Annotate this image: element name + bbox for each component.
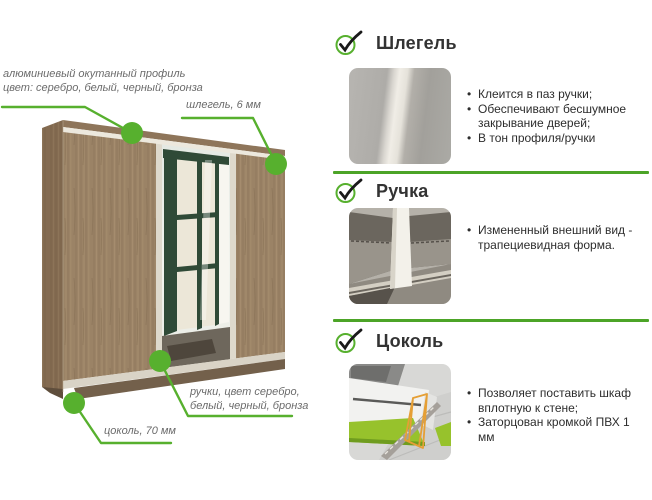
bullet-item: • Обеспечивают бесшумное закрывание дверей;: [466, 102, 644, 131]
callout-dot-handles: [149, 350, 171, 372]
wardrobe-side-panel: [42, 120, 63, 392]
bullet-item: • Клеится в паз ручки;: [466, 87, 644, 102]
section-schlegel-body: [333, 68, 651, 164]
plinth-bullets: [466, 364, 644, 444]
schlegel-photo: [349, 68, 451, 164]
annotation-profile: [3, 67, 203, 95]
section-schlegel-header: [333, 30, 651, 56]
callout-dot-plinth: [63, 392, 85, 414]
annotation-handles: [190, 385, 308, 413]
section-divider: [333, 171, 649, 174]
annotation-profile-line1: алюминиевый окутанный профиль: [3, 68, 186, 80]
section-plinth-header: [333, 328, 651, 354]
callout-dot-schlegel: [265, 153, 287, 175]
annotation-handles-line1: ручки, цвет серебро,: [190, 386, 300, 398]
annotation-handles-line2: белый, черный, бронза: [190, 400, 309, 412]
annotation-profile-line2: цвет: серебро, белый, черный, бронза: [3, 82, 203, 94]
handle-bullets: [466, 208, 644, 252]
annotation-plinth: [104, 424, 176, 438]
section-handle-header: [333, 178, 651, 204]
annotation-schlegel-line1: шлегель, 6 мм: [186, 99, 261, 111]
check-icon: [335, 328, 363, 354]
wardrobe-left-door: [63, 132, 156, 381]
wardrobe-handle-strip-left: [156, 144, 162, 369]
wardrobe-handle-strip-right: [230, 153, 236, 359]
plinth-photo: [349, 364, 451, 460]
schlegel-bullets: [466, 68, 644, 145]
check-icon: [335, 178, 363, 204]
callout-dot-profile: [121, 122, 143, 144]
annotation-schlegel: [186, 98, 261, 112]
section-plinth: [333, 328, 651, 460]
check-icon: [335, 30, 363, 56]
wardrobe-base-side: [42, 387, 63, 399]
section-handle-body: [333, 208, 651, 304]
wardrobe-mirror-door: [162, 145, 230, 369]
bullet-item: • Позволяет поставить шкаф вплотную к стене;: [466, 386, 644, 415]
wardrobe-right-door: [236, 154, 285, 359]
handle-photo: [349, 208, 451, 304]
bullet-item: • В тон профиля/ручки: [466, 131, 644, 146]
section-schlegel: [333, 30, 651, 164]
section-title: Цоколь: [376, 330, 444, 351]
section-divider: [333, 319, 649, 322]
annotation-plinth-line1: цоколь, 70 мм: [104, 425, 176, 437]
bullet-item: • Измененный внешний вид - трапециевидная форма.: [466, 223, 644, 252]
section-title: Шлегель: [376, 32, 457, 53]
bullet-item: • Заторцован кромкой ПВХ 1 мм: [466, 415, 644, 444]
section-title: Ручка: [376, 180, 429, 201]
section-handle: [333, 178, 651, 304]
section-plinth-body: [333, 364, 651, 460]
